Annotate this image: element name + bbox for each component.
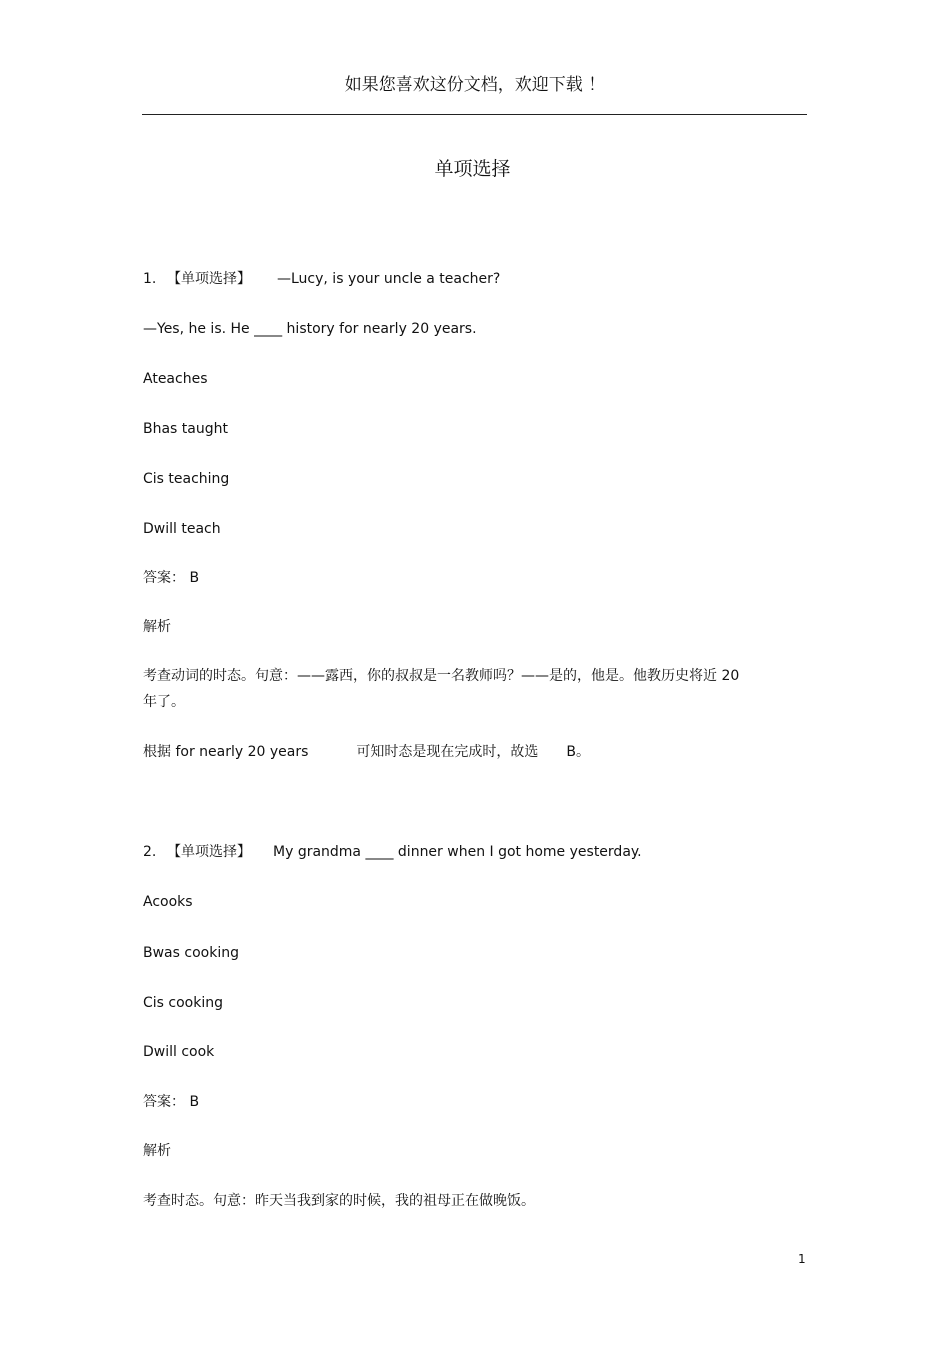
- question-1-explanation-basis: [143, 743, 590, 761]
- basis-prefix: 根据 for nearly 20 years: [143, 744, 309, 760]
- basis-suffix: 可知时态是现在完成时，故选: [356, 744, 539, 760]
- question-tag: 【单项选择】: [167, 271, 251, 287]
- question-stem: My grandma ____ dinner when I got home yesterday.: [273, 844, 642, 860]
- header-divider: [142, 114, 807, 115]
- question-2-option-b: Bwas cooking: [143, 945, 239, 961]
- question-number: 2.: [143, 844, 157, 860]
- page-number: 1: [798, 1252, 806, 1266]
- question-1-option-b: Bhas taught: [143, 421, 228, 437]
- question-1-header: [143, 270, 500, 288]
- question-1-analysis-label: 解析: [143, 619, 171, 635]
- question-1-option-a: Ateaches: [143, 371, 208, 387]
- question-2-option-a: Acooks: [143, 894, 193, 910]
- question-1-answer: 答案： B: [143, 570, 200, 586]
- question-2-explanation: 考查时态。句意：昨天当我到家的时候，我的祖母正在做晚饭。: [143, 1193, 535, 1209]
- question-1-stem-line2: —Yes, he is. He ____ history for nearly 20 years.: [143, 321, 477, 337]
- page-header: 如果您喜欢这份文档，欢迎下载 ！: [344, 75, 606, 95]
- basis-choice: B。: [566, 744, 590, 760]
- question-1-explanation: 考查动词的时态。句意：——露西，你的叔叔是一名教师吗？——是的，他是。他教历史将近 20 年了。: [143, 668, 740, 710]
- question-2-answer: 答案： B: [143, 1094, 200, 1110]
- question-2-header: [143, 843, 642, 861]
- question-number: 1.: [143, 271, 157, 287]
- question-2-option-d: Dwill cook: [143, 1044, 215, 1060]
- question-1-option-c: Cis teaching: [143, 471, 230, 487]
- page-title: 单项选择: [434, 158, 511, 180]
- question-tag: 【单项选择】: [167, 844, 251, 860]
- question-2-analysis-label: 解析: [143, 1143, 171, 1159]
- question-1-option-d: Dwill teach: [143, 521, 221, 537]
- question-2-option-c: Cis cooking: [143, 995, 223, 1011]
- question-stem: —Lucy, is your uncle a teacher?: [277, 271, 501, 287]
